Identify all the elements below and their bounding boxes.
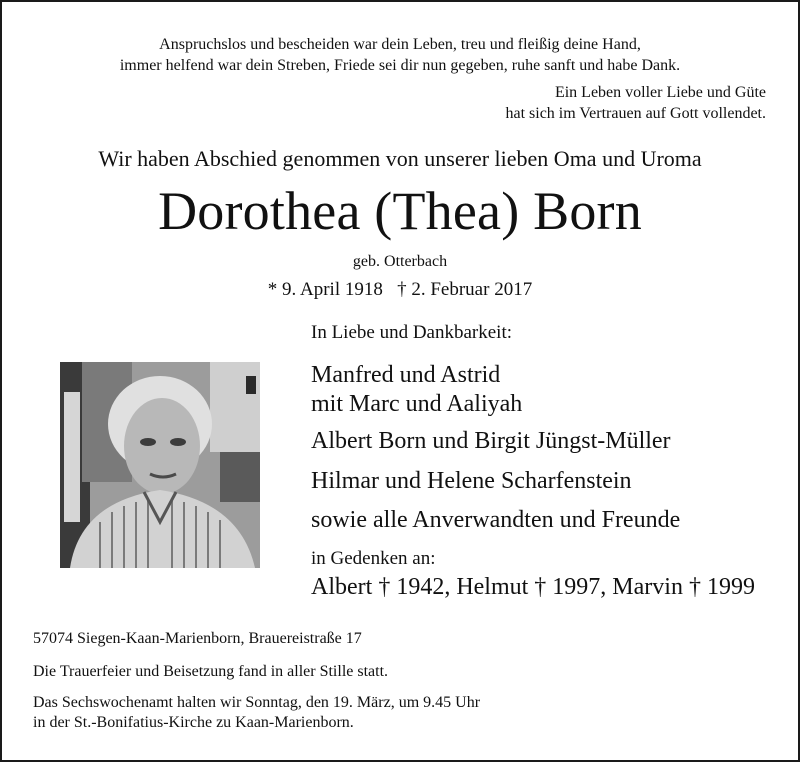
poem-line-2: immer helfend war dein Streben, Friede sei dir nun gegeben, ruhe sanft und habe Dank. [119, 57, 681, 74]
address: 57074 Siegen-Kaan-Marienborn, Brauereistraße 17 [33, 630, 362, 647]
mourner-family-4: sowie alle Anverwandten und Freunde [311, 507, 681, 533]
birth-name: geb. Otterbach [352, 253, 448, 270]
quote-line-2: hat sich im Vertrauen auf Gott vollendet. [505, 105, 766, 122]
mourner-family-3: Hilmar und Helene Scharfenstein [311, 468, 632, 494]
memorial-names: Albert † 1942, Helmut † 1997, Marvin † 1999 [311, 574, 755, 600]
memorial-heading: in Gedenken an: [311, 548, 436, 569]
mourner-family-2: Albert Born und Birgit Jüngst-Müller [311, 428, 671, 454]
mourner-family-1-line-1: Manfred und Astrid [311, 362, 501, 388]
quote-line-1: Ein Leben voller Liebe und Güte [554, 84, 766, 101]
mourners-heading: In Liebe und Dankbarkeit: [311, 322, 513, 343]
life-dates: * 9. April 1918 † 2. Februar 2017 [267, 279, 533, 300]
deceased-name: Dorothea (Thea) Born [158, 181, 642, 241]
service-line-1: Das Sechswochenamt halten wir Sonntag, den 19. März, um 9.45 Uhr [33, 694, 481, 711]
mourner-family-1-line-2: mit Marc und Aaliyah [311, 391, 523, 417]
intro-text: Wir haben Abschied genommen von unserer lieben Oma und Uroma [98, 146, 702, 171]
portrait-photo [60, 362, 260, 568]
service-line-2: in der St.-Bonifatius-Kirche zu Kaan-Marienborn. [33, 714, 354, 731]
poem-line-1: Anspruchslos und bescheiden war dein Leben, treu und fleißig deine Hand, [159, 36, 641, 53]
funeral-note: Die Trauerfeier und Beisetzung fand in aller Stille statt. [33, 663, 389, 680]
